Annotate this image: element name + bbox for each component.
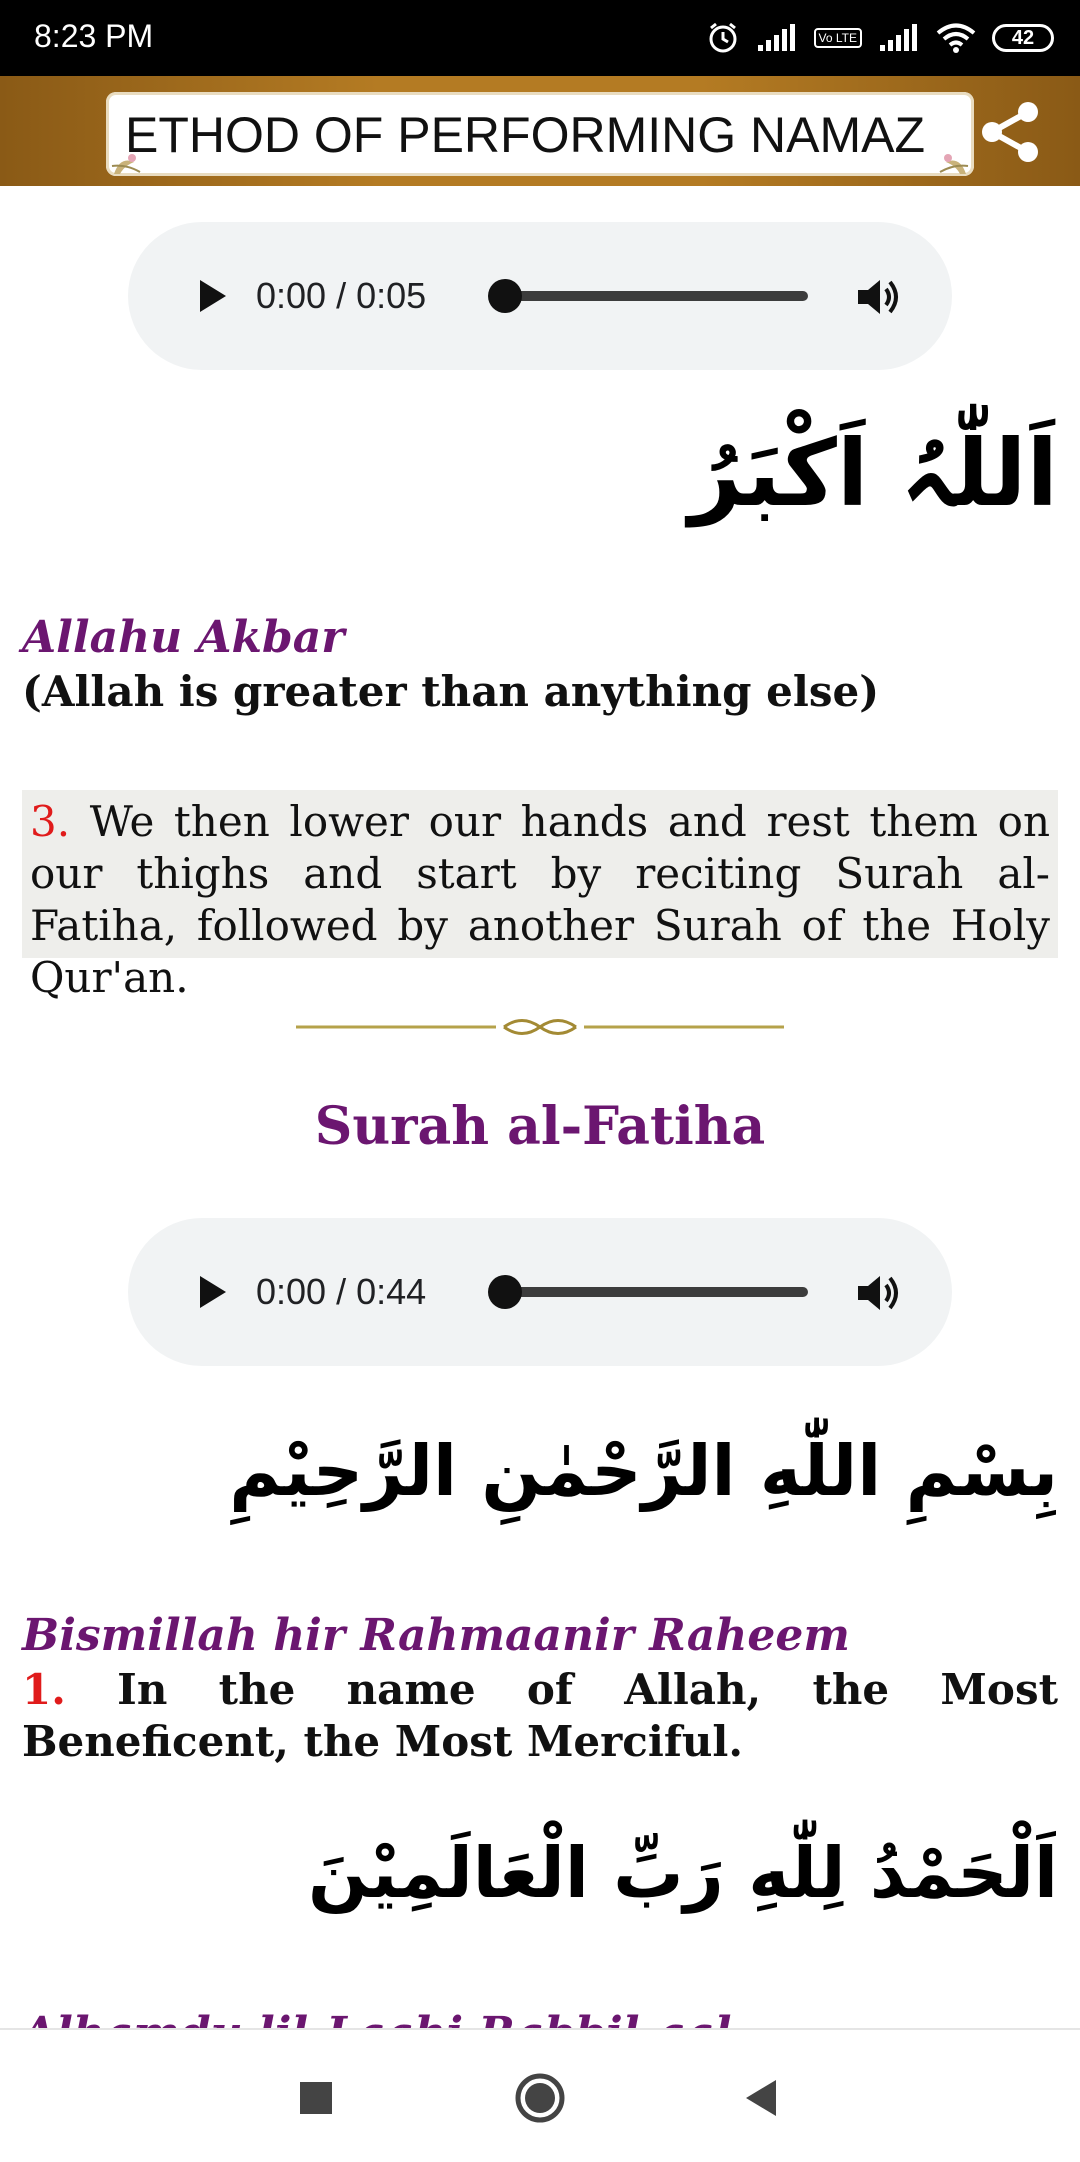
recents-icon[interactable] [286, 2068, 346, 2128]
step-text: We then lower our hands and rest them on our thighs and start by reciting Surah al-Fatiha, followed by another Surah of the Holy Qur'an. [30, 797, 1050, 1002]
seek-thumb[interactable] [488, 279, 522, 313]
floral-ornament-icon [922, 136, 970, 176]
audio-seek-slider[interactable] [502, 1287, 808, 1297]
volte-icon: Vo LTE [814, 28, 862, 48]
instruction-note [22, 790, 1058, 1002]
transliteration: Allahu Akbar [22, 612, 345, 663]
page-title: ETHOD OF PERFORMING NAMAZ [125, 107, 925, 163]
battery-icon: 42 [992, 24, 1054, 52]
volume-icon[interactable] [852, 1268, 902, 1318]
arabic-takbir: اَللّٰہُ اَکْبَرُ [688, 420, 1058, 527]
signal-icon [756, 23, 798, 53]
audio-seek-slider[interactable] [502, 291, 808, 301]
arabic-verse: اَلْحَمْدُ لِلّٰهِ رَبِّ الْعَالَمِيْنَ [307, 1832, 1058, 1914]
audio-player [128, 1218, 952, 1366]
title-plate [106, 92, 974, 176]
status-bar [0, 0, 1080, 76]
status-icons [706, 16, 1054, 60]
seek-thumb[interactable] [488, 1275, 522, 1309]
signal-2-icon [878, 23, 920, 53]
home-icon[interactable] [510, 2068, 570, 2128]
transliteration: Bismillah hir Rahmaanir Raheem [22, 1610, 850, 1661]
play-icon[interactable] [186, 272, 234, 320]
translation [22, 1664, 1058, 1768]
translation: (Allah is greater than anything else) [22, 667, 880, 716]
arabic-verse: بِسْمِ اللّٰهِ الرَّحْمٰنِ الرَّحِيْمِ [229, 1430, 1058, 1512]
verse-number: 1. [22, 1665, 66, 1714]
share-icon[interactable] [976, 100, 1046, 164]
alarm-icon [706, 21, 740, 55]
app-header [0, 76, 1080, 186]
back-icon[interactable] [732, 2068, 792, 2128]
audio-time: 0:00 / 0:44 [256, 1271, 427, 1312]
system-nav-bar [0, 2028, 1080, 2162]
audio-time: 0:00 / 0:05 [256, 275, 427, 316]
step-number: 3. [30, 797, 71, 846]
status-time: 8:23 PM [34, 18, 154, 54]
section-title: Surah al-Fatiha [314, 1096, 766, 1157]
volume-icon[interactable] [852, 272, 902, 322]
play-icon[interactable] [186, 1268, 234, 1316]
verse-meaning: In the name of Allah, the Most Beneficent, the Most Merciful. [22, 1665, 1058, 1766]
wifi-icon [936, 22, 976, 54]
ornament-divider-icon [296, 1012, 784, 1042]
audio-player [128, 222, 952, 370]
